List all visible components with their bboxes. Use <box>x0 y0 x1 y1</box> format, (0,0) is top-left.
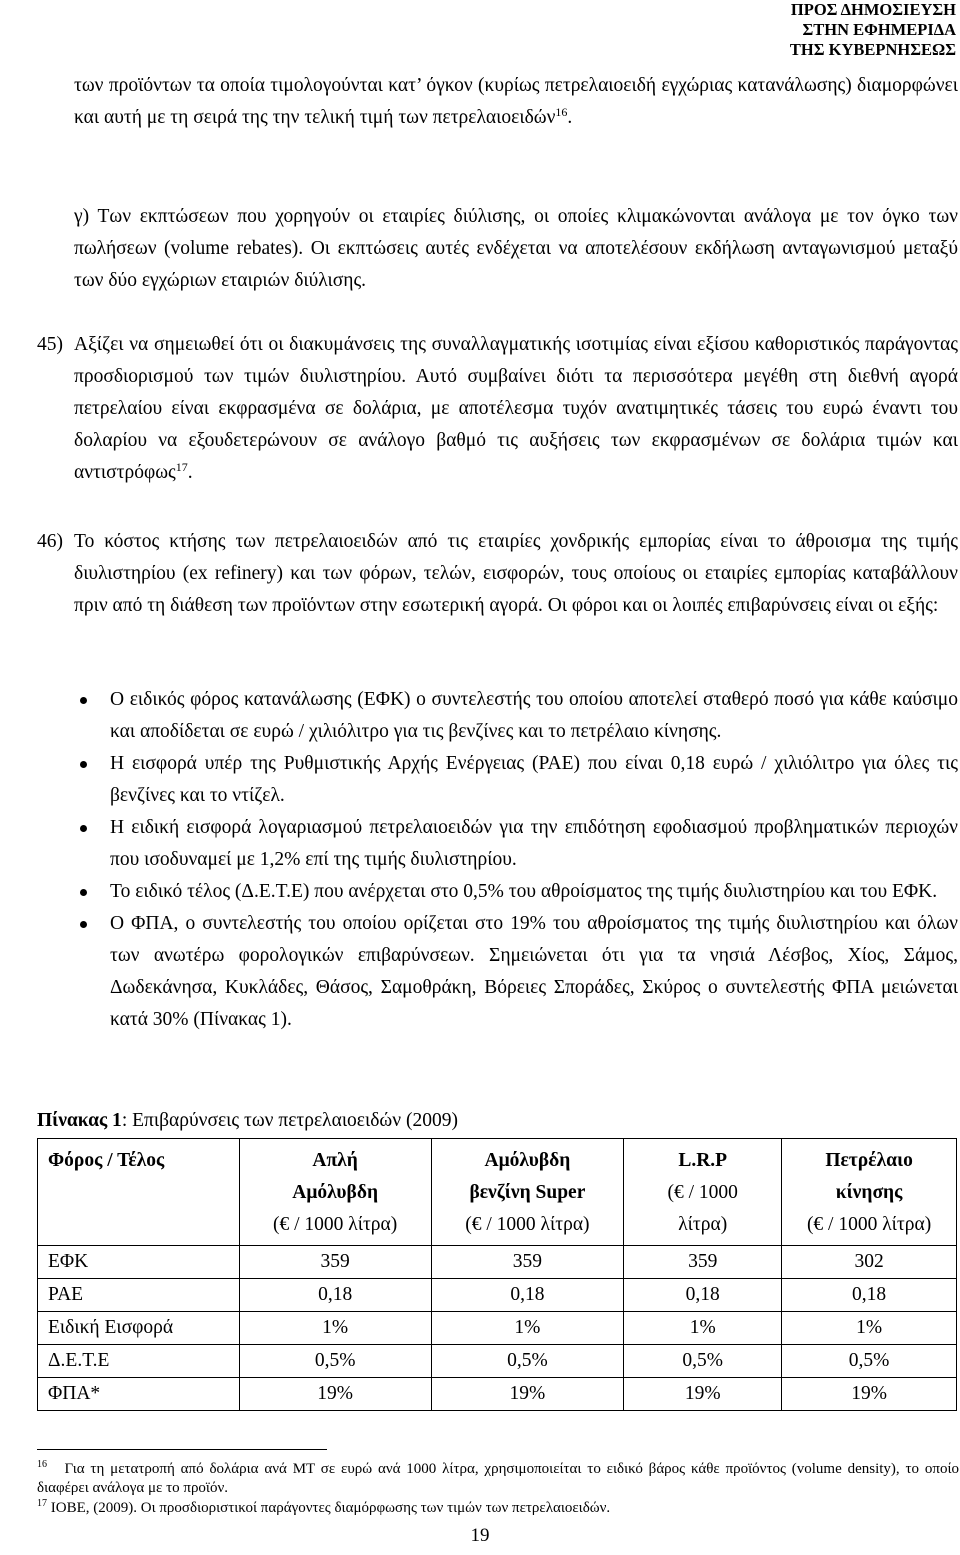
bullet-icon <box>80 889 87 896</box>
header-tax: Φόρος / Τέλος <box>38 1139 240 1246</box>
table-header-row <box>38 1139 957 1246</box>
bullet-icon <box>80 921 87 928</box>
bullet-icon <box>80 761 87 768</box>
paragraph-45-number: 45) <box>37 334 63 355</box>
bullet-icon <box>80 697 87 704</box>
footnote-17: $^{17}$ ΙΟΒΕ, (2009). Οι προσδιοριστικοί παράγοντες διαμόρφωσης των τιμών των πετρελαιοειδών. <box>37 1498 611 1516</box>
intro-paragraph: των προϊόντων τα οποία τιμολογούνται κατ’ όγκον (κυρίως πετρελαιοειδή εγχώριας κατανάλωσης) διαμορφώνει και αυτή με τη σειρά της την τελική τιμή των πετρελαιοειδών$^{16}$. <box>74 75 958 128</box>
list-item: Η ειδική εισφορά λογαριασμού πετρελαιοειδών για την επιδότηση εφοδιασμού προβληματικών περιοχών που ισοδυναμεί με 1,2% επί της τιμής διυλιστηρίου. <box>74 812 958 876</box>
table-row: Ειδική Εισφορά 1% 1% 1% 1% <box>38 1312 957 1345</box>
table-row: ΦΠΑ* 19% 19% 19% 19% <box>38 1378 957 1411</box>
header-diesel: Πετρέλαιο κίνησης (€ / 1000 λίτρα) <box>782 1139 957 1246</box>
table-caption: Πίνακας 1: Επιβαρύνσεις των πετρελαιοειδών (2009) <box>37 1110 458 1131</box>
header-unleaded: Απλή Αμόλυβδη (€ / 1000 λίτρα) <box>239 1139 431 1246</box>
tax-list <box>74 684 958 1036</box>
footnote-ref-17[interactable]: 17 <box>175 460 188 474</box>
header-super: Αμόλυβδη βενζίνη Super (€ / 1000 λίτρα) <box>431 1139 624 1246</box>
footnote-ref-16[interactable]: 16 <box>555 105 568 119</box>
charges-table <box>37 1138 957 1411</box>
list-item: Ο ειδικός φόρος κατανάλωσης (ΕΦΚ) ο συντελεστής του οποίου αποτελεί σταθερό ποσό για κάθε καύσιμο και αποδίδεται σε ευρώ / χιλιόλιτρο για τις βενζίνες και το πετρέλαιο κίνησης. <box>74 684 958 748</box>
header-lrp: L.R.P (€ / 1000 λίτρα) <box>624 1139 782 1246</box>
list-item: Η εισφορά υπέρ της Ρυθμιστικής Αρχής Ενέργειας (ΡΑΕ) που είναι 0,18 ευρώ / χιλιόλιτρο για όλες τις βενζίνες και το ντίζελ. <box>74 748 958 812</box>
footnote-divider <box>37 1449 327 1450</box>
list-item: Ο ΦΠΑ, ο συντελεστής του οποίου ορίζεται στο 19% του αθροίσματος της τιμής διυλιστηρίου και όλων των ανωτέρω φορολογικών επιβαρύνσεων. Σημειώνεται ότι για τα νησιά Λέσβος, Χίος, Σάμος, Δωδεκάνησα, Κυκλάδες, Θάσος, Σαμοθράκη, Βόρειες Σποράδες, Σκύρος ο συντελεστής ΦΠΑ μειώνεται κατά 30% (Πίνακας 1). <box>74 908 958 1036</box>
paragraph-46: Το κόστος κτήσης των πετρελαιοειδών από τις εταιρίες χονδρικής εμπορίας είναι το άθροισμα της τιμής διυλιστηρίου (ex refinery) και των φόρων, τελών, εισφορών, τους οποίους οι εταιρίες εμπορίας καταβάλλουν πριν από τη διάθεση των προϊόντων στην εσωτερική αγορά. Οι φόροι και οι λοιπές επιβαρύνσεις είναι οι εξής: <box>74 531 958 616</box>
list-item: Το ειδικό τέλος (Δ.Ε.Τ.Ε) που ανέρχεται στο 0,5% του αθροίσματος της τιμής διυλιστηρίου και του ΕΦΚ. <box>74 876 958 908</box>
header-line-3: ΤΗΣ ΚΥΒΕΡΝΗΣΕΩΣ <box>789 40 956 59</box>
table-row: ΡΑΕ 0,18 0,18 0,18 0,18 <box>38 1279 957 1312</box>
paragraph-45: Αξίζει να σημειωθεί ότι οι διακυμάνσεις της συναλλαγματικής ισοτιμίας είναι εξίσου καθοριστικός παράγοντας προσδιορισμού των τιμών διυλιστηρίου. Αυτό συμβαίνει διότι τα περισσότερα μεγέθη στη διεθνή αγορά πετρελαίου είναι εκφρασμένα σε δολάρια, με αποτέλεσμα τυχόν ανατιμητικές τάσεις του ευρώ έναντι του δολαρίου να εξουδετερώνουν σε ανάλογο βαθμό τις αυξήσεις των εκφρασμένων σε δολάρια τιμών και αντιστρόφως$^{17}$. <box>74 334 958 483</box>
bullet-icon <box>80 825 87 832</box>
table-caption-label: Πίνακας 1 <box>37 1110 122 1131</box>
paragraph-gamma: γ) Των εκπτώσεων που χορηγούν οι εταιρίες διύλισης, οι οποίες κλιμακώνονται ανάλογα με τον όγκο των πωλήσεων (volume rebates). Οι εκπτώσεις αυτές ενδέχεται να αποτελέσουν εκδήλωση ανταγωνισμού μεταξύ των δύο εγχώριων εταιριών διύλισης. <box>74 206 958 291</box>
table-row: Δ.Ε.Τ.Ε 0,5% 0,5% 0,5% 0,5% <box>38 1345 957 1378</box>
footnote-16: $^{16}$ Για τη μετατροπή από δολάρια ανά ΜΤ σε ευρώ ανά 1000 λίτρα, χρησιμοποιείται το ειδικό βάρος κάθε προϊόντος (volume density), το οποίο διαφέρει ανάλογα με το προϊόν. <box>37 1459 959 1496</box>
table-row: ΕΦΚ 359 359 359 302 <box>38 1246 957 1279</box>
header-line-2: ΣΤΗΝ ΕΦΗΜΕΡΙΔΑ <box>802 20 956 39</box>
page-number: 19 <box>470 1525 490 1546</box>
header-line-1: ΠΡΟΣ ΔΗΜΟΣΙΕΥΣΗ <box>790 0 956 19</box>
paragraph-46-number: 46) <box>37 531 63 552</box>
publication-header <box>790 0 956 60</box>
